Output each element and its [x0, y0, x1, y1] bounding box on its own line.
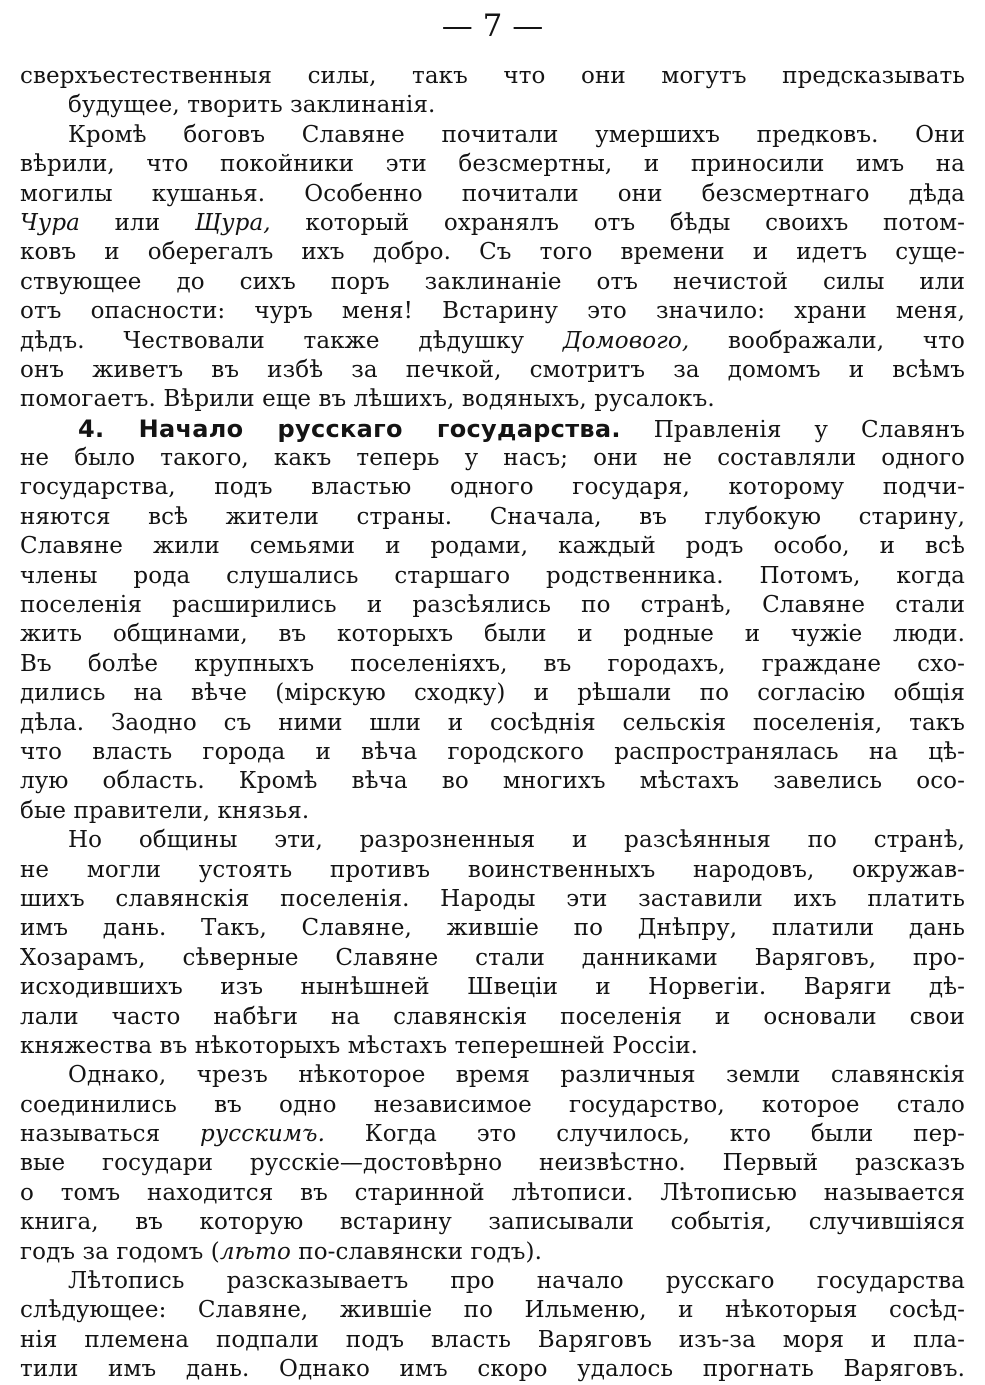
- text-line: 4. Начало русскаго государства. Правленія у Славянъ: [78, 414, 965, 443]
- paragraph-2: [20, 121, 965, 415]
- text-line: княжества въ нѣкоторыхъ мѣстахъ теперешней Россіи.: [20, 1032, 699, 1059]
- paragraph-5: [20, 1061, 965, 1267]
- text-line: Въ болѣе крупныхъ поселеніяхъ, въ городахъ, граждане схо-: [20, 650, 965, 677]
- text-line: соединились въ одно независимое государство, которое стало: [20, 1091, 965, 1118]
- text-line: слѣдующее: Славяне, жившіе по Ильменю, и нѣкоторыя сосѣд-: [20, 1297, 965, 1324]
- text-line: Лѣтопись разсказываетъ про начало русскаго государства: [68, 1268, 965, 1295]
- text-line: жить общинами, въ которыхъ были и родные и чужіе люди.: [20, 621, 965, 648]
- text-line: годъ за годомъ (лѣто по-славянски годъ).: [20, 1238, 543, 1265]
- text-line: исходившихъ изъ нынѣшней Швеціи и Норвегіи. Варяги дѣ-: [20, 974, 965, 1001]
- text-line: книга, въ которую встарину записывали событія, случившіяся: [20, 1209, 965, 1236]
- text-line: ствующее до сихъ поръ заклинаніе отъ нечистой силы или: [20, 268, 965, 295]
- section-heading: 4. Начало русскаго государства.: [78, 414, 621, 443]
- text-line: Славяне жили семьями и родами, каждый родъ особо, и всѣ: [20, 533, 965, 560]
- text-line: вѣрили, что покойники эти безсмертны, и приносили имъ на: [20, 151, 965, 178]
- text-line: Кромѣ боговъ Славяне почитали умершихъ предковъ. Они: [68, 121, 965, 148]
- italic-term: лѣто: [219, 1238, 291, 1265]
- text-line: члены рода слушались старшаго родственника. Потомъ, когда: [20, 562, 965, 589]
- text-line: дѣдъ. Чествовали также дѣдушку Домового, воображали, что: [20, 327, 965, 354]
- text-line: могилы кушанья. Особенно почитали они безсмертнаго дѣда: [20, 180, 965, 207]
- italic-term: русскимъ.: [200, 1121, 325, 1148]
- section-4: [20, 415, 965, 826]
- text-line: дились на вѣче (мірскую сходку) и рѣшали по согласію общія: [20, 680, 965, 707]
- page-number: — 7 —: [441, 8, 544, 44]
- text-line: Однако, чрезъ нѣкоторое время различныя земли славянскія: [68, 1062, 965, 1089]
- text-line: не могли устоять противъ воинственныхъ народовъ, окружав-: [20, 856, 965, 883]
- text-line: вые государи русскіе—достовѣрно неизвѣстно. Первый разсказъ: [20, 1150, 965, 1177]
- text-line: будущее, творить заклинанія.: [68, 92, 436, 119]
- text-line: государства, подъ властью одного государя, которому подчи-: [20, 474, 965, 501]
- text-line: поселенія расширились и разсѣялись по странѣ, Славяне стали: [20, 592, 965, 619]
- paragraph-6: [20, 1267, 965, 1385]
- italic-term: Чура: [20, 209, 80, 236]
- paragraph-1: [20, 62, 965, 121]
- text-line: сверхъестественныя силы, такъ что они могутъ предсказывать: [20, 63, 965, 89]
- text-line: бые правители, князья.: [20, 797, 310, 824]
- text-line: онъ живетъ въ избѣ за печкой, смотритъ за домомъ и всѣмъ: [20, 356, 965, 383]
- text-line: о томъ находится въ старинной лѣтописи. Лѣтописью называется: [20, 1179, 965, 1206]
- text-line: лую область. Кромѣ вѣча во многихъ мѣстахъ завелись осо-: [20, 768, 965, 795]
- text-line: лали часто набѣги на славянскія поселенія и основали свои: [20, 1003, 965, 1030]
- text-line: называться русскимъ. Когда это случилось, кто были пер-: [20, 1121, 965, 1148]
- text-line: Хозарамъ, сѣверные Славяне стали данниками Варяговъ, про-: [20, 944, 965, 971]
- italic-term: Щура,: [194, 209, 271, 236]
- italic-term: Домового,: [562, 327, 690, 354]
- text-line: дѣла. Заодно съ ними шли и сосѣднія сельскія поселенія, такъ: [20, 709, 965, 736]
- text-line: няются всѣ жители страны. Сначала, въ глубокую старину,: [20, 503, 965, 530]
- text-line: шихъ славянскія поселенія. Народы эти заставили ихъ платить: [20, 885, 965, 912]
- paragraph-4: [20, 826, 965, 1061]
- text-line: имъ дань. Такъ, Славяне, жившіе по Днѣпру, платили дань: [20, 915, 965, 942]
- text-line: что власть города и вѣча городского распространялась на цѣ-: [20, 738, 965, 765]
- text-line: помогаетъ. Вѣрили еще въ лѣшихъ, водяныхъ, русалокъ.: [20, 386, 715, 413]
- text-line: ковъ и оберегалъ ихъ добро. Съ того времени и идетъ суще-: [20, 239, 965, 266]
- text-line: отъ опасности: чуръ меня! Встарину это значило: храни меня,: [20, 298, 965, 325]
- body-text: [20, 62, 965, 1385]
- text-line: нія племена подпали подъ власть Варяговъ изъ-за моря и пла-: [20, 1326, 965, 1353]
- text-line: Но общины эти, разрозненныя и разсѣянныя по странѣ,: [68, 827, 965, 854]
- text-line: тили имъ дань. Однако имъ скоро удалось прогнать Варяговъ.: [20, 1356, 965, 1383]
- text-line: Чура или Щура, который охранялъ отъ бѣды своихъ потом-: [20, 209, 965, 236]
- text-line: не было такого, какъ теперь у насъ; они не составляли одного: [20, 445, 965, 472]
